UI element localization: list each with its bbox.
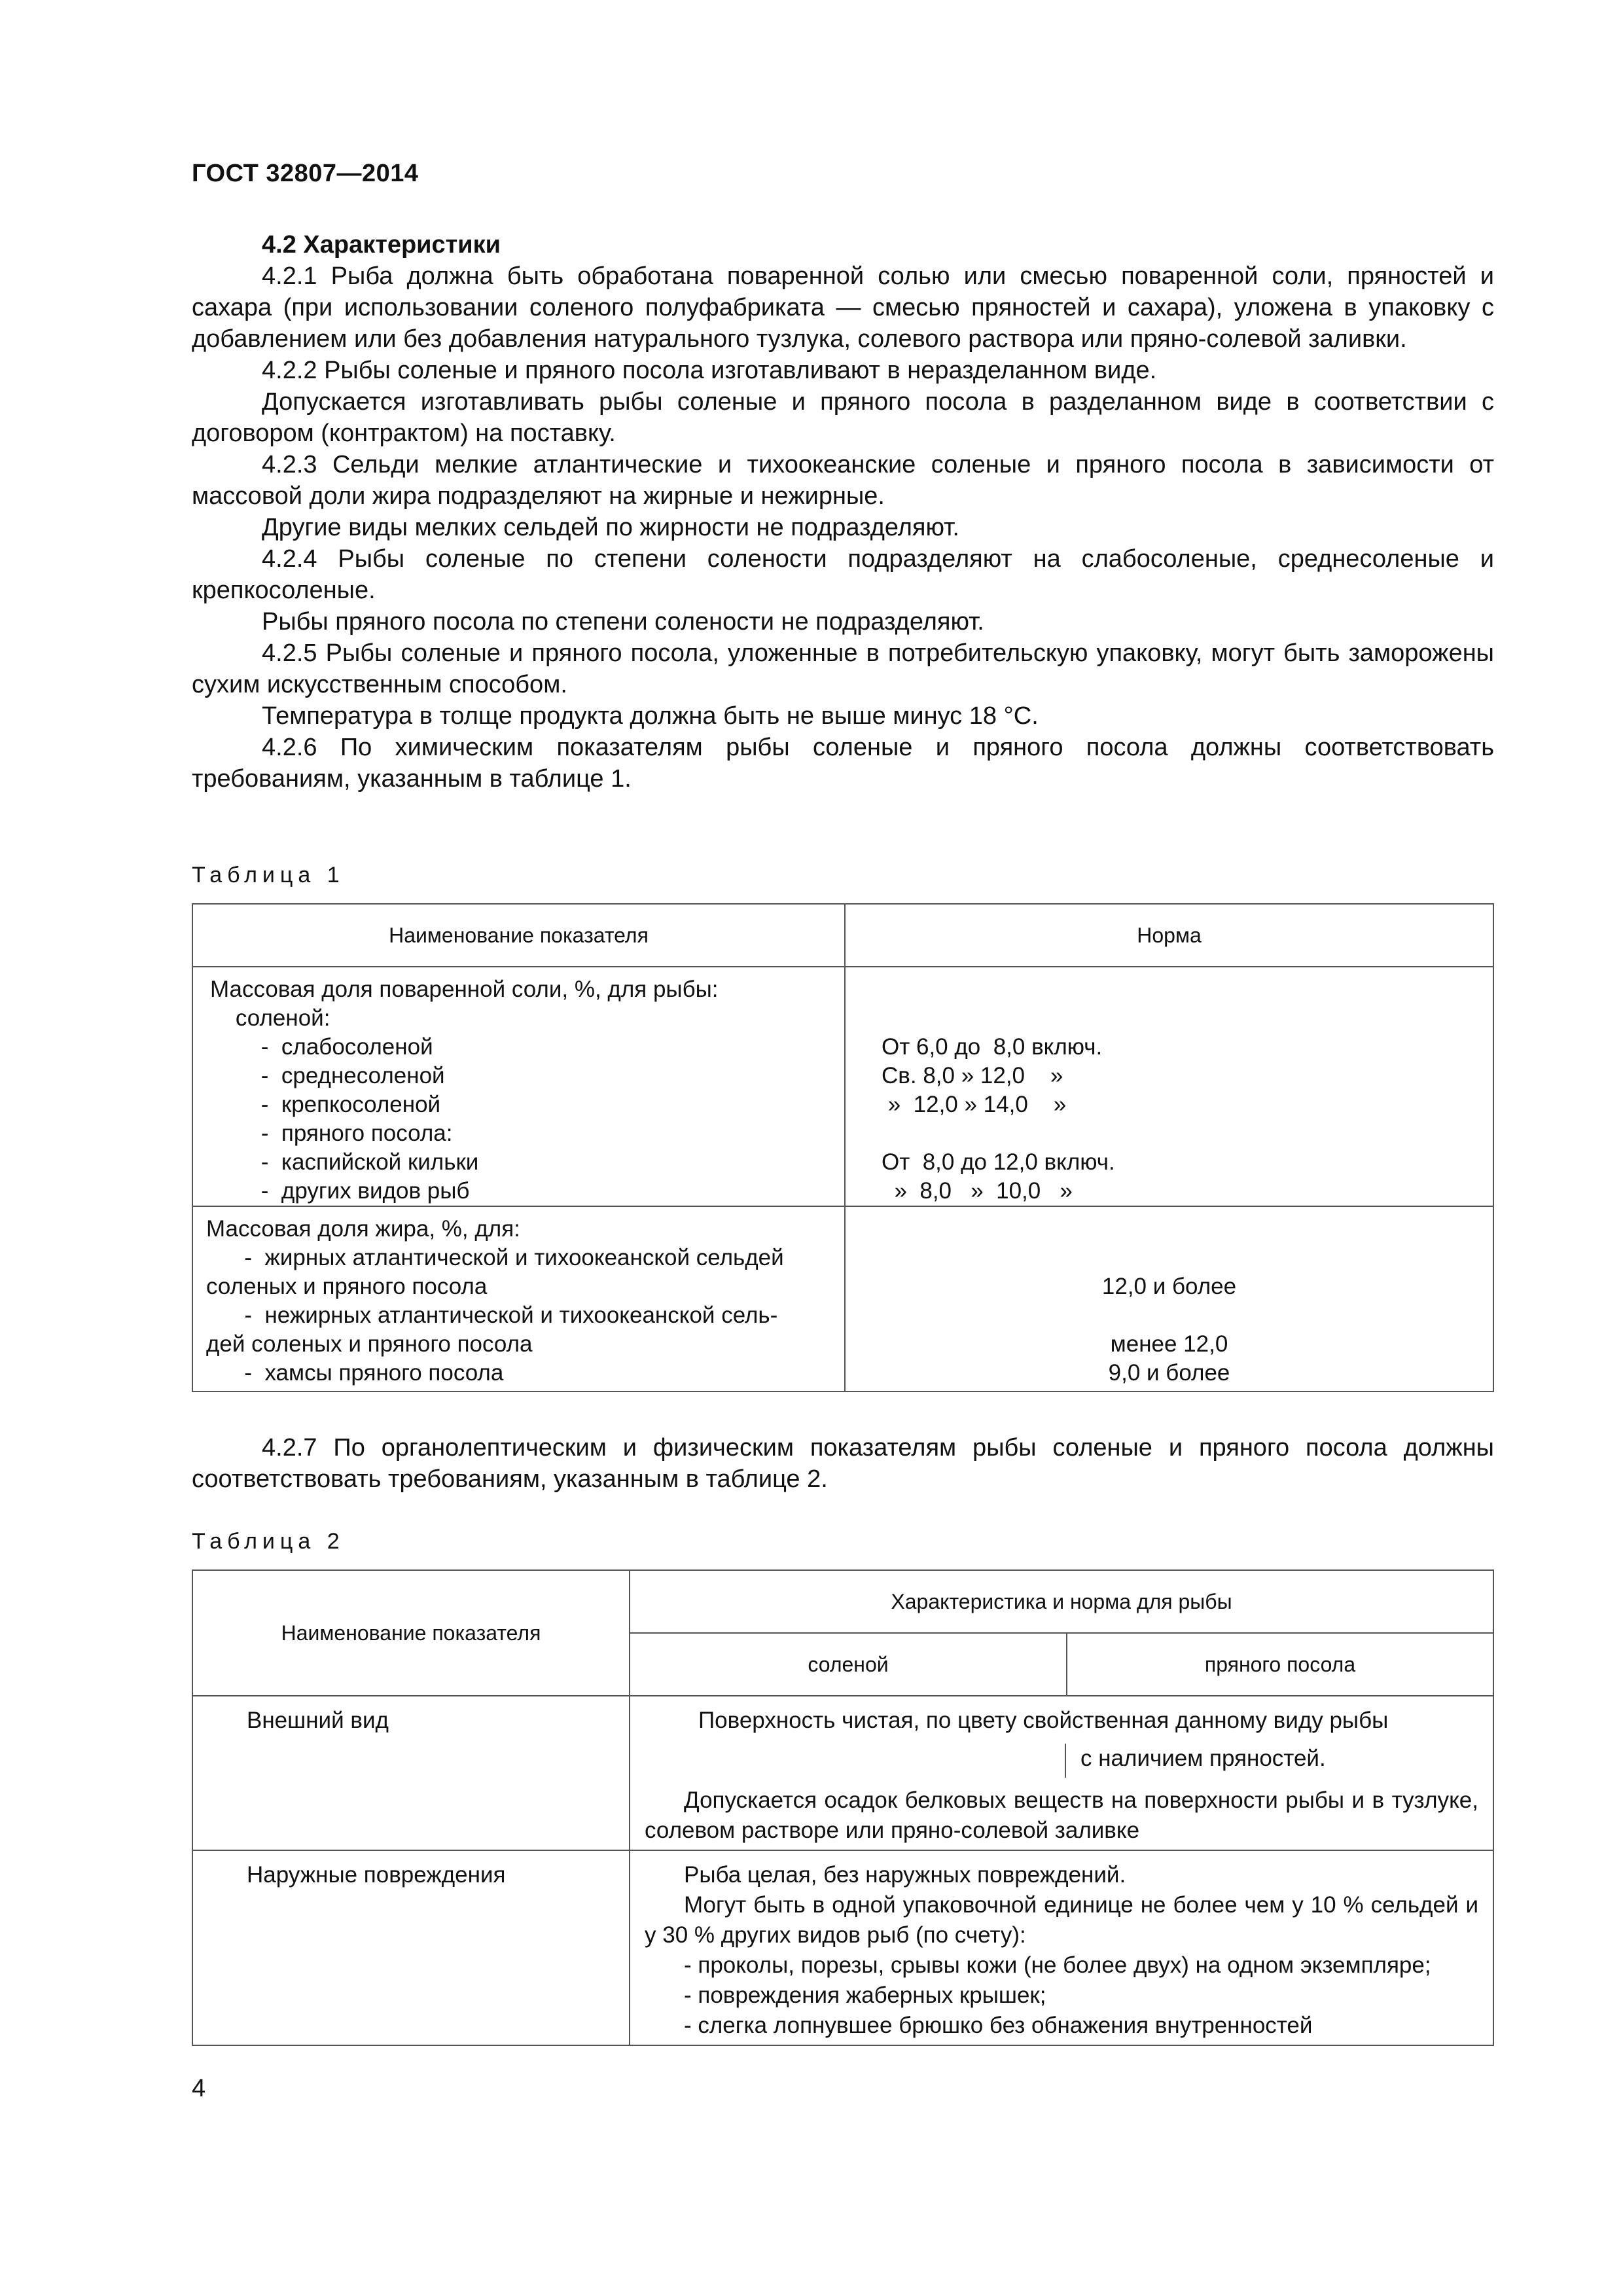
table1-cell-line: 12,0 и более <box>1101 1274 1237 1299</box>
table2-row1-content <box>630 1696 1493 1850</box>
section-body <box>192 229 1494 795</box>
paragraph: 4.2.1 Рыба должна быть обработана поваренной солью или смесью поваренной соли, пряностей и сахара (при использовании соленого полуфабриката — смесью пряностей и сахара), уложена в упаковку с добавлением или без добавления натурального тузлука, солевого раствора или пряно-солевой заливки. <box>192 262 1494 353</box>
table1-row1-right <box>845 967 1493 1206</box>
table1-cell-line: - среднесоленой <box>210 1063 445 1088</box>
table1-cell-line <box>882 1119 1493 1148</box>
table1-cell-line: менее 12,0 <box>1110 1331 1228 1357</box>
table1-cell-line <box>846 1215 1493 1244</box>
table1-cell-line: Массовая доля поваренной соли, %, для рыбы: <box>210 977 719 1002</box>
table1-cell-line: дей соленых и пряного посола <box>206 1331 533 1357</box>
paragraph: 4.2.2 Рыбы соленые и пряного посола изготавливают в неразделанном виде. <box>262 357 1157 384</box>
paragraph: Температура в толще продукта должна быть не выше минус 18 °С. <box>262 702 1039 730</box>
paragraph: 4.2.5 Рыбы соленые и пряного посола, уложенные в потребительскую упаковку, могут быть заморожены сухим искусственным способом. <box>192 639 1494 698</box>
table2-col-name: Наименование показателя <box>192 1570 630 1696</box>
table1-row1-left <box>192 967 845 1206</box>
table1-cell-line: - жирных атлантической и тихоокеанской сельдей <box>206 1245 784 1270</box>
paragraph: Другие виды мелких сельдей по жирности не подразделяют. <box>262 514 959 541</box>
table1-cell-line: 9,0 и более <box>1108 1360 1230 1386</box>
row1-line-b: с наличием пряностей. <box>1080 1746 1326 1771</box>
table2-row2-content <box>630 1850 1493 2045</box>
page-number: 4 <box>192 2075 206 2102</box>
table2-sub-salted: соленой <box>630 1633 1067 1696</box>
table1-cell-line: Св. 8,0 » 12,0 » <box>882 1063 1063 1088</box>
table1-col-norm: Норма <box>845 904 1493 967</box>
table1-cell-line: - нежирных атлантической и тихоокеанской сель- <box>206 1302 778 1328</box>
paragraph: Допускается изготавливать рыбы соленые и пряного посола в разделанном виде в соответствии с договором (контрактом) на поставку. <box>192 388 1494 447</box>
table1-caption: Таблица 1 <box>192 863 345 888</box>
table1 <box>192 903 1494 1392</box>
table1-cell-line: От 8,0 до 12,0 включ. <box>882 1149 1115 1175</box>
paragraph-4-2-7: 4.2.7 По органолептическим и физическим показателям рыбы соленые и пряного посола должны соответствовать требованиям, указанным в таблице 2. <box>192 1434 1494 1493</box>
table1-cell-line: - других видов рыб <box>210 1178 470 1204</box>
paragraph: 4.2.3 Сельди мелкие атлантические и тихоокеанские соленые и пряного посола в зависимости от массовой доли жира подразделяют на жирные и нежирные. <box>192 451 1494 510</box>
table2-row1-name: Внешний вид <box>192 1696 630 1850</box>
table1-cell-line: - хамсы пряного посола <box>206 1360 504 1386</box>
row2-line-b: Могут быть в одной упаковочной единице не более чем у 10 % сельдей и у 30 % других видов рыб (по счету): <box>645 1892 1478 1948</box>
row1-line-a: Поверхность чистая, по цвету свойственная данному виду рыбы <box>698 1708 1389 1733</box>
table1-cell-line: - пряного посола: <box>210 1121 453 1146</box>
table1-cell-line <box>846 1244 1493 1272</box>
table1-cell-line <box>882 975 1493 1004</box>
paragraph: 4.2.4 Рыбы соленые по степени солености подразделяют на слабосоленые, среднесоленые и крепкосоленые. <box>192 545 1494 604</box>
row2-item: - слегка лопнувшее брюшко без обнажения внутренностей <box>684 2013 1313 2038</box>
table1-cell-line: Массовая доля жира, %, для: <box>206 1216 520 1242</box>
section-title: 4.2 Характеристики <box>262 231 501 259</box>
table1-row2-right <box>845 1206 1493 1391</box>
table1-cell-line: - слабосоленой <box>210 1034 433 1060</box>
standard-header: ГОСТ 32807—2014 <box>192 160 419 187</box>
table1-col-name: Наименование показателя <box>192 904 845 967</box>
row2-line-a: Рыба целая, без наружных повреждений. <box>684 1862 1126 1888</box>
row2-item: - проколы, порезы, срывы кожи (не более двух) на одном экземпляре; <box>684 1952 1431 1978</box>
table2-row2-name: Наружные повреждения <box>192 1850 630 2045</box>
table1-cell-line <box>846 1301 1493 1330</box>
table1-cell-line <box>882 1004 1493 1033</box>
table2-sub-spiced: пряного посола <box>1067 1633 1493 1696</box>
paragraph: Рыбы пряного посола по степени солености не подразделяют. <box>262 608 984 636</box>
table1-cell-line: соленой: <box>210 1005 330 1031</box>
table2 <box>192 1570 1494 2046</box>
table1-row2-left <box>192 1206 845 1391</box>
table2-col-group: Характеристика и норма для рыбы <box>630 1570 1493 1633</box>
table1-cell-line: » 12,0 » 14,0 » <box>882 1092 1067 1117</box>
row1-line-c: Допускается осадок белковых веществ на поверхности рыбы и в тузлуке, солевом растворе или пряно-солевой заливке <box>645 1787 1478 1843</box>
paragraph: 4.2.6 По химическим показателям рыбы соленые и пряного посола должны соответствовать требованиям, указанным в таблице 1. <box>192 734 1494 793</box>
table2-caption: Таблица 2 <box>192 1529 345 1554</box>
table1-cell-line: От 6,0 до 8,0 включ. <box>882 1034 1103 1060</box>
row2-item: - повреждения жаберных крышек; <box>684 1982 1046 2008</box>
table1-cell-line: » 8,0 » 10,0 » <box>882 1178 1073 1204</box>
table1-cell-line: - каспийской кильки <box>210 1149 479 1175</box>
table1-cell-line: соленых и пряного посола <box>206 1274 488 1299</box>
table1-cell-line: - крепкосоленой <box>210 1092 441 1117</box>
